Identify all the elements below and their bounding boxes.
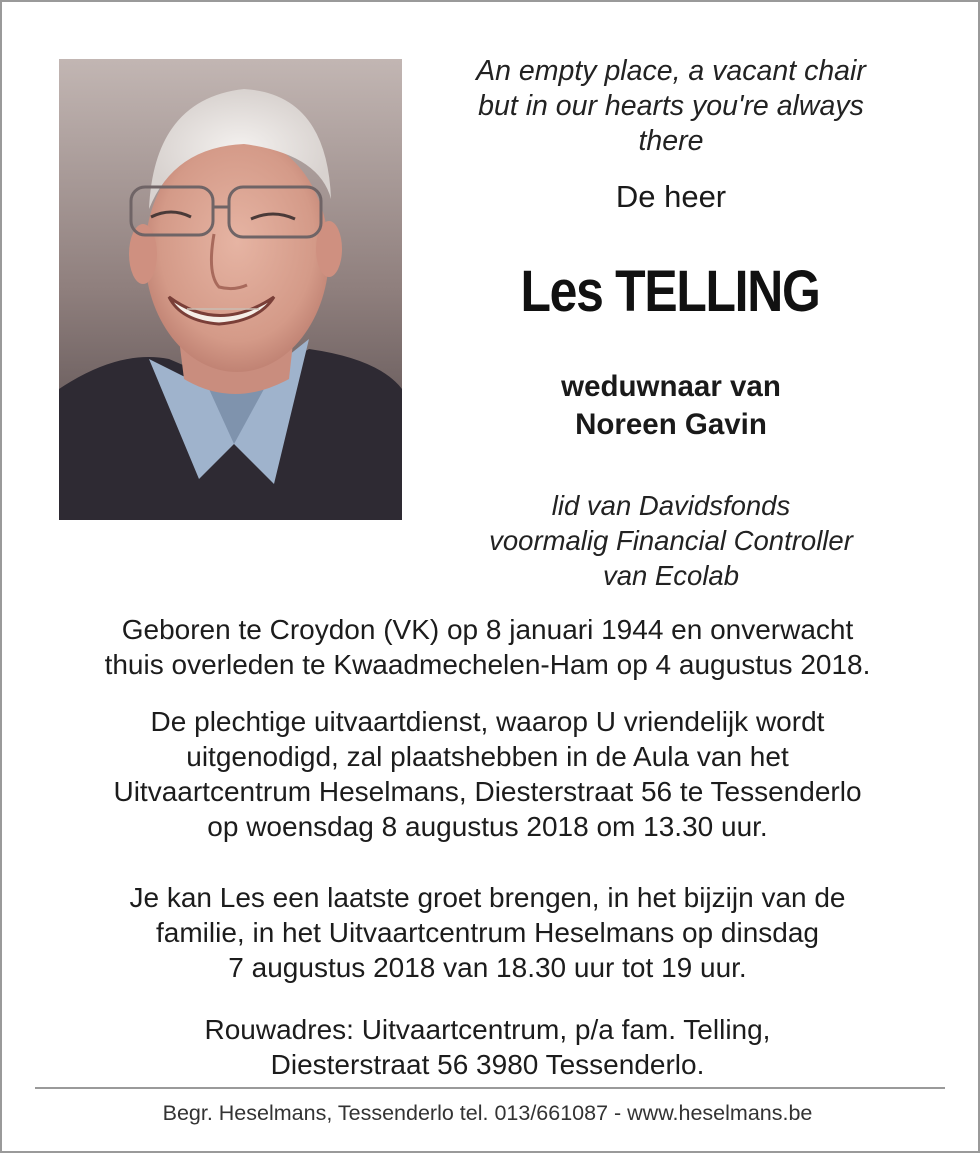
birth-death-paragraph [40, 612, 935, 682]
paragraph-line: 7 augustus 2018 van 18.30 uur tot 19 uur. [228, 952, 747, 983]
affiliation-line: voormalig Financial Controller [489, 525, 853, 556]
memorial-quote [440, 54, 902, 159]
footer-divider [35, 1087, 945, 1089]
funeral-home-footer: Begr. Heselmans, Tessenderlo tel. 013/661087 - www.heselmans.be [162, 1101, 813, 1125]
paragraph-line: familie, in het Uitvaartcentrum Heselmans op dinsdag [156, 917, 819, 948]
paragraph-line: uitgenodigd, zal plaatshebben in de Aula van het [186, 741, 789, 772]
affiliations [440, 488, 902, 593]
spouse-label: weduwnaar van [561, 370, 781, 403]
honorific: De heer [615, 179, 727, 214]
deceased-name: Les TELLING [520, 259, 820, 324]
paragraph-line: De plechtige uitvaartdienst, waarop U vriendelijk wordt [150, 706, 825, 737]
quote-line: but in our hearts you're always [478, 90, 864, 122]
spouse-name: Noreen Gavin [575, 408, 767, 441]
paragraph-line: Uitvaartcentrum Heselmans, Diesterstraat 56 te Tessenderlo [113, 776, 862, 807]
paragraph-line: Je kan Les een laatste groet brengen, in het bijzijn van de [129, 882, 846, 913]
affiliation-line: lid van Davidsfonds [551, 490, 791, 521]
affiliation-line: van Ecolab [602, 560, 740, 591]
spouse-info [440, 368, 902, 444]
paragraph-line: thuis overleden te Kwaadmechelen-Ham op 4 augustus 2018. [104, 649, 871, 680]
funeral-service-paragraph [40, 704, 935, 844]
mourning-address [40, 1012, 935, 1082]
visitation-paragraph [40, 880, 935, 985]
paragraph-line: Geboren te Croydon (VK) op 8 januari 1944 en onverwacht [121, 614, 854, 645]
paragraph-line: Rouwadres: Uitvaartcentrum, p/a fam. Telling, [204, 1014, 771, 1045]
paragraph-line: Diesterstraat 56 3980 Tessenderlo. [270, 1049, 705, 1080]
paragraph-line: op woensdag 8 augustus 2018 om 13.30 uur. [207, 811, 768, 842]
quote-line: An empty place, a vacant chair [476, 55, 866, 87]
quote-line: there [638, 125, 704, 157]
portrait-photo [59, 59, 402, 520]
